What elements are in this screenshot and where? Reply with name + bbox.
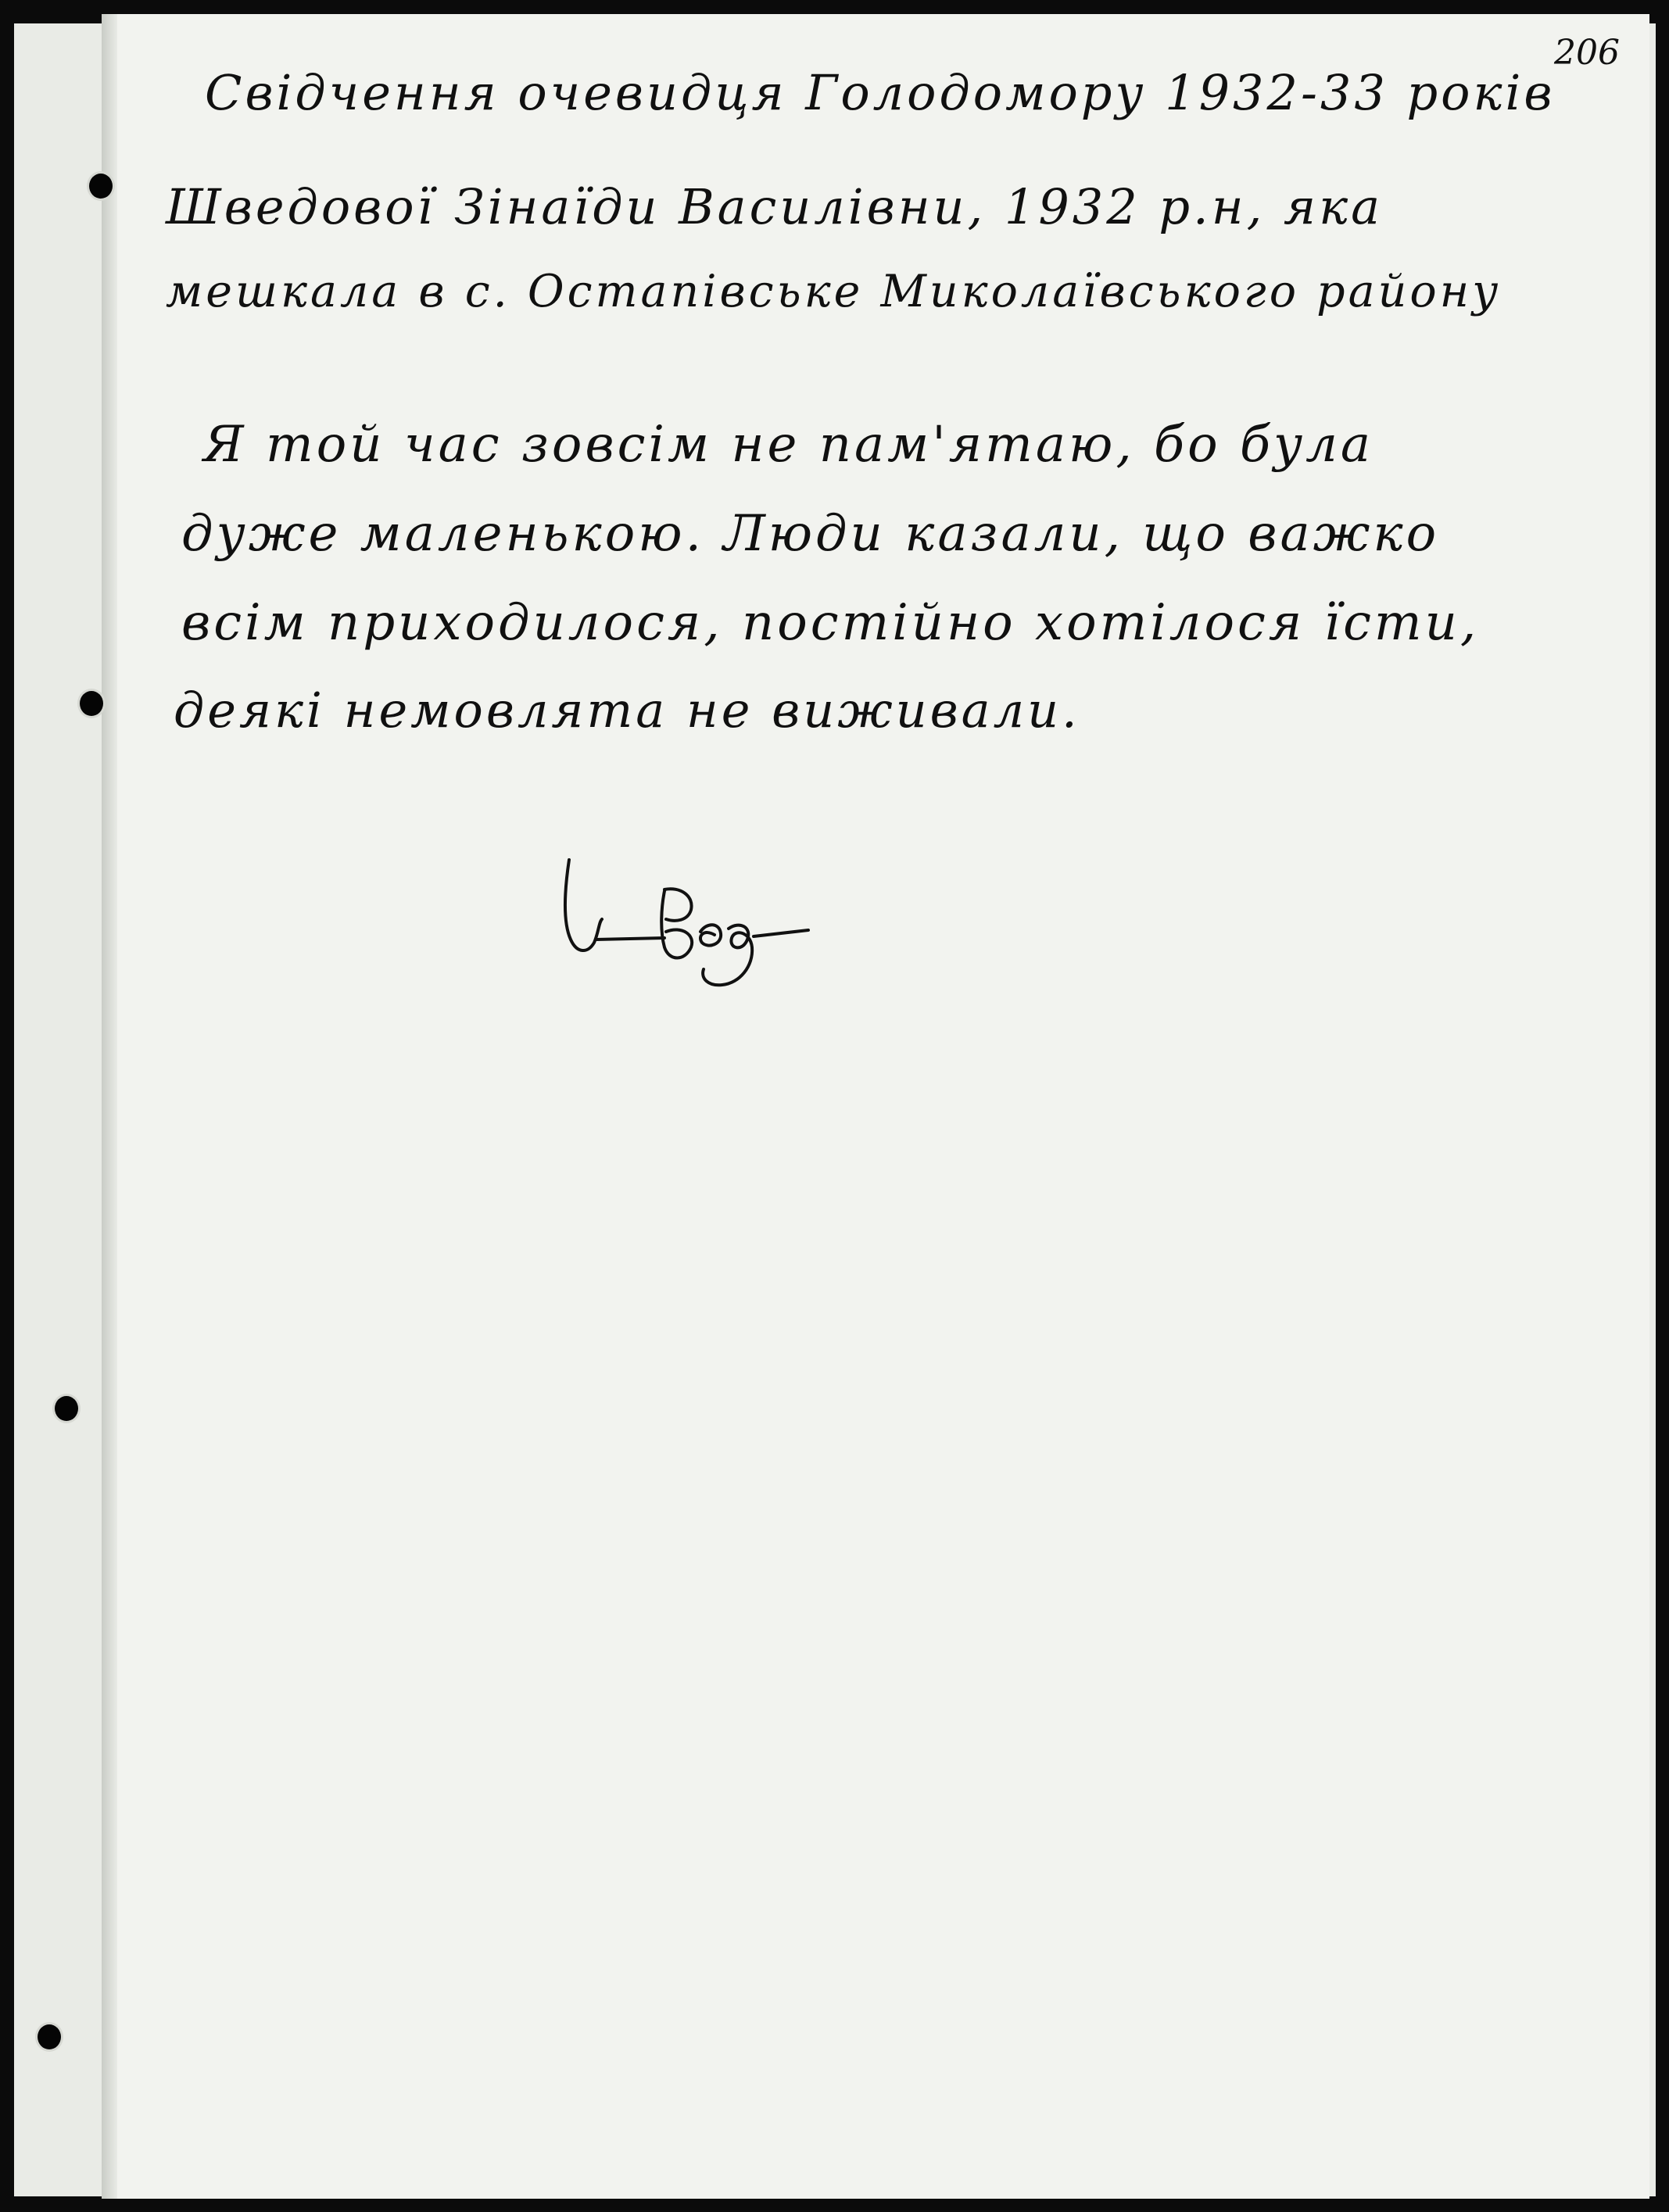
punch-hole-3 [55, 1396, 78, 1421]
signature-scribble [547, 844, 829, 1000]
page-number: 206 [1554, 33, 1620, 73]
body-line-3: всім приходилося, постійно хотілося їсти, [181, 594, 1480, 652]
document-sheet [117, 14, 1649, 2199]
sheet-edge [102, 14, 119, 2199]
header-line-1: Свідчення очевидця Голодомору 1932-33 років [205, 64, 1556, 121]
header-line-2: Шведової Зінаїди Василівни, 1932 р.н, яка [166, 178, 1384, 235]
body-line-1: Я той час зовсім не пам'ятаю, бо була [203, 416, 1374, 474]
header-line-3: мешкала в с. Остапівське Миколаївського району [166, 266, 1502, 317]
punch-hole-4 [38, 2024, 61, 2049]
punch-hole-1 [89, 174, 113, 199]
signature [547, 844, 829, 1004]
punch-hole-2 [80, 691, 103, 716]
body-line-2: дуже маленькою. Люди казали, що важко [181, 505, 1440, 563]
body-line-4: деякі немовлята не виживали. [174, 682, 1080, 739]
